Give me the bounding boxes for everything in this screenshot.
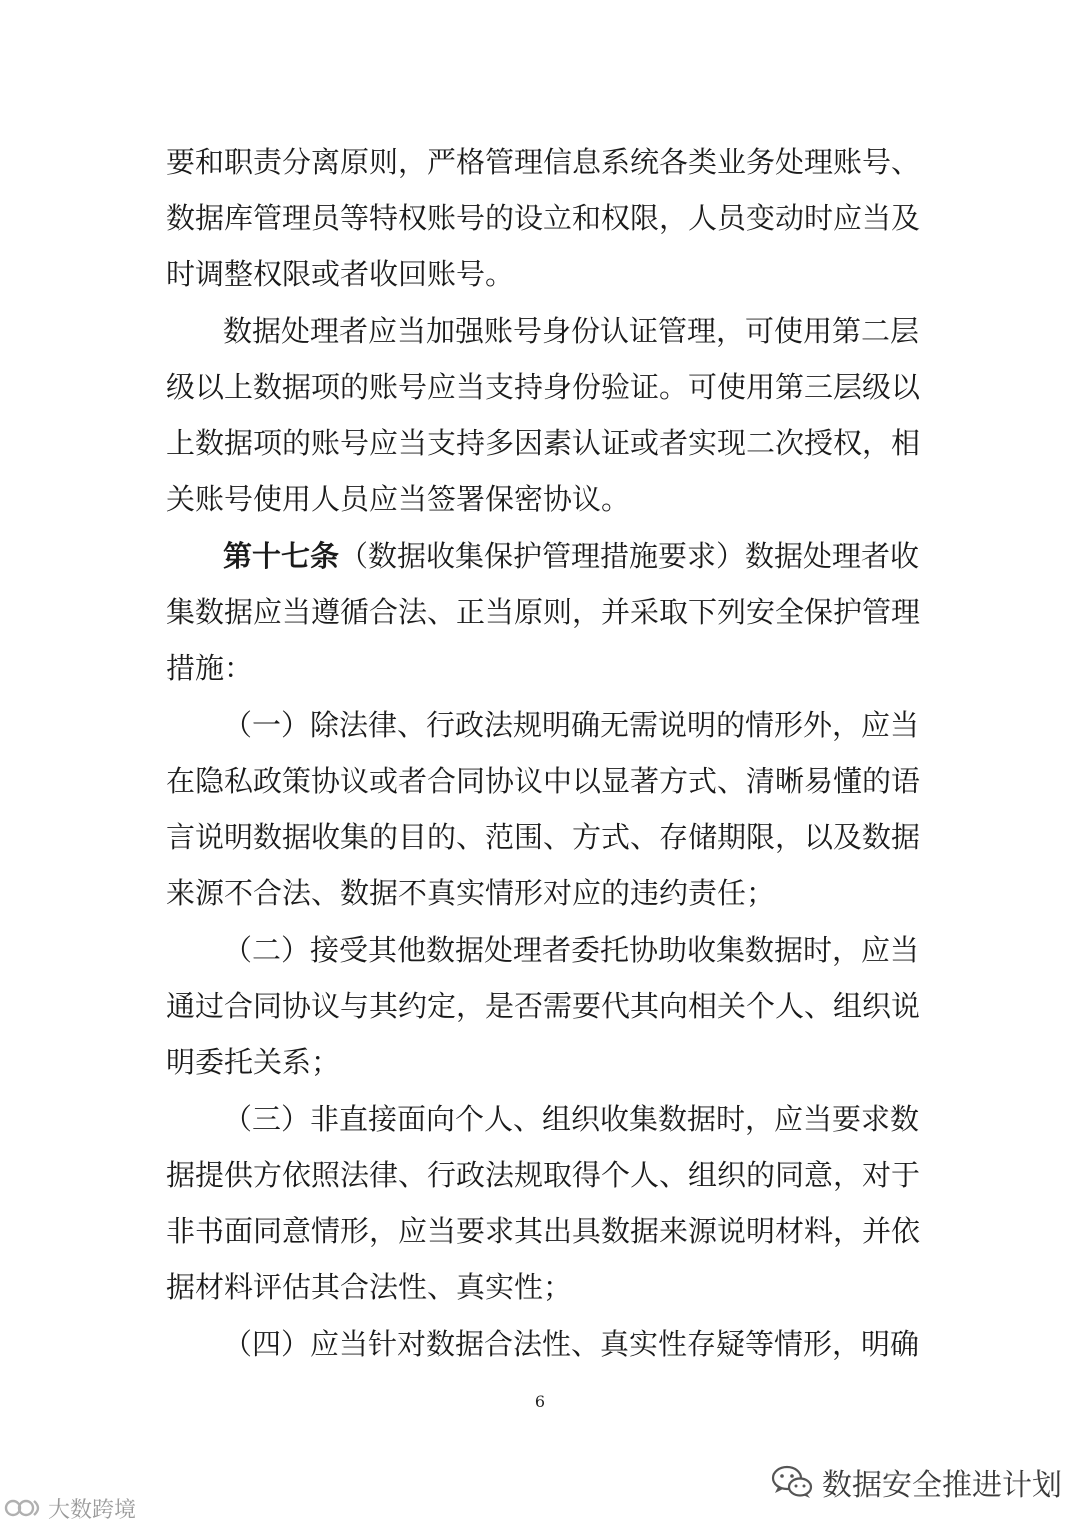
text-line: 明委托关系；	[166, 1045, 341, 1079]
text-line: 据材料评估其合法性、真实性；	[166, 1270, 573, 1304]
text-line: 时调整权限或者收回账号。	[166, 257, 515, 291]
text-line: （一）除法律、行政法规明确无需说明的情形外，应当	[223, 708, 920, 742]
text-line: 集数据应当遵循合法、正当原则，并采取下列安全保护管理	[166, 595, 921, 629]
text-line: （三）非直接面向个人、组织收集数据时，应当要求数	[223, 1102, 920, 1136]
text-line: 上数据项的账号应当支持多因素认证或者实现二次授权，相	[166, 426, 921, 460]
watermark-right-text: 数据安全推进计划	[822, 1468, 1062, 1503]
brand-logo-icon	[4, 1495, 44, 1521]
article-heading-rest: （数据收集保护管理措施要求）数据处理者收	[339, 539, 920, 573]
watermark-left	[4, 1493, 136, 1523]
text-line: 来源不合法、数据不真实情形对应的违约责任；	[166, 876, 776, 910]
wechat-icon	[770, 1464, 814, 1500]
watermark-left-text: 大数跨境	[48, 1497, 137, 1523]
text-line: 非书面同意情形，应当要求其出具数据来源说明材料，并依	[166, 1214, 921, 1248]
text-line: 在隐私政策协议或者合同协议中以显著方式、清晰易懂的语	[166, 764, 921, 798]
text-line: 关账号使用人员应当签署保密协议。	[166, 482, 631, 516]
text-line: （二）接受其他数据处理者委托协助收集数据时，应当	[223, 933, 920, 967]
text-line: 言说明数据收集的目的、范围、方式、存储期限，以及数据	[166, 820, 921, 854]
watermark-right	[770, 1460, 1062, 1504]
text-line: 数据库管理员等特权账号的设立和权限，人员变动时应当及	[166, 201, 921, 235]
text-line: （四）应当针对数据合法性、真实性存疑等情形，明确	[223, 1327, 920, 1361]
article-heading-line	[223, 536, 920, 576]
text-line: 措施：	[166, 651, 254, 685]
page-number: 6	[534, 1392, 546, 1411]
article-heading: 第十七条	[223, 539, 340, 573]
text-line: 级以上数据项的账号应当支持身份验证。可使用第三层级以	[166, 370, 921, 404]
text-line: 通过合同协议与其约定，是否需要代其向相关个人、组织说	[166, 989, 921, 1023]
text-line: 据提供方依照法律、行政法规取得个人、组织的同意，对于	[166, 1158, 921, 1192]
text-line: 数据处理者应当加强账号身份认证管理，可使用第二层	[223, 314, 920, 348]
text-line: 要和职责分离原则，严格管理信息系统各类业务处理账号、	[166, 145, 921, 179]
